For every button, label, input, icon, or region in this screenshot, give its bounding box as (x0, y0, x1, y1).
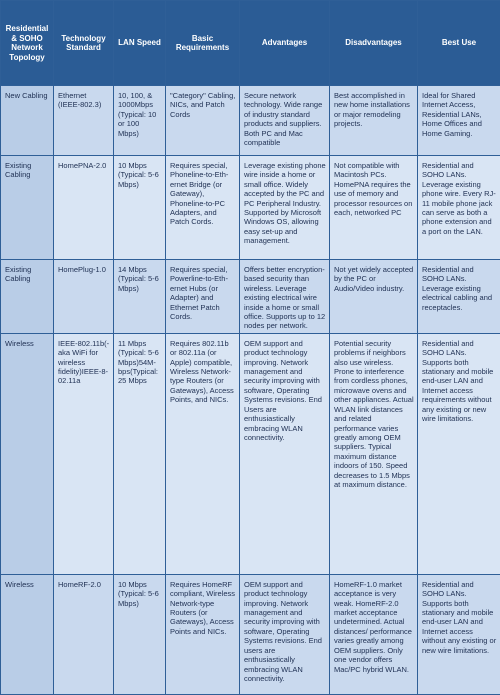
disadvantages-cell: Not compatible with Macintosh PCs. HomePNA requires the use of memory and processor resources on each, networked PC (330, 156, 417, 259)
topology-cell: Existing Cabling (1, 260, 53, 333)
header-best-use: Best Use (418, 1, 500, 85)
lan-speed-cell: 11 Mbps (Typical: 5-6 Mbps)54M-bps(Typical: 25 Mbps (114, 334, 165, 574)
advantages-cell: OEM support and product technology improving. Network management and security improving with software, Operating Systems revisions. End users are enthusiastically embracing WLAN connectivity. (240, 575, 329, 694)
best-use-cell: Ideal for Shared Internet Access, Residential LANs, Home Offices and Home Gaming. (418, 86, 500, 155)
table-row (1, 86, 500, 155)
header-advantages: Advantages (240, 1, 329, 85)
table-row (1, 575, 500, 694)
advantages-cell: Offers better encryption-based security than wireless. Leverage existing electrical wire inside a home or small office. Supports up to 12 nodes per network. (240, 260, 329, 333)
requirements-cell: Requires special, Phoneline-to-Eth-ernet Bridge (or Gateway), Phoneline-to-PC Adapters, and Patch Cords. (166, 156, 239, 259)
best-use-cell: Residential and SOHO LANs. Supports both stationary and mobile end-user LAN and Internet access requirements without any existing or new wire limitations. (418, 334, 500, 574)
header-lan-speed: LAN Speed (114, 1, 165, 85)
topology-cell: Existing Cabling (1, 156, 53, 259)
disadvantages-cell: Potential security problems if neighbors also use wireless. Prone to interference from cordless phones, microwave ovens and other appliances. Actual WLAN link distances and related performance varies greatly among OEM suppliers. Typical maximum distance indoors of 150. Speed decreases to 1.5 Mbps at maximum distance. (330, 334, 417, 574)
technology-cell: HomePNA-2.0 (54, 156, 113, 259)
header-row (1, 1, 500, 85)
table-row (1, 156, 500, 259)
technology-cell: HomePlug-1.0 (54, 260, 113, 333)
requirements-cell: Requires 802.11b or 802.11a (or Apple) compatible, Wireless Network-type Routers (or Gateways), Access Points, and NICs. (166, 334, 239, 574)
table-row (1, 334, 500, 574)
technology-cell: HomeRF-2.0 (54, 575, 113, 694)
topology-cell: New Cabling (1, 86, 53, 155)
header-topology: Residential & SOHO Network Topology (1, 1, 53, 85)
disadvantages-cell: Best accomplished in new home installations or major remodeling projects. (330, 86, 417, 155)
table-row (1, 260, 500, 333)
technology-cell: Ethernet (IEEE-802.3) (54, 86, 113, 155)
advantages-cell: Leverage existing phone wire inside a home or small office. Widely accepted by the PC and PC Peripheral Industry. Supported by Microsoft Windows OS, allowing easy set-up and management. (240, 156, 329, 259)
best-use-cell: Residential and SOHO LANs. Leverage existing electrical cabling and receptacles. (418, 260, 500, 333)
requirements-cell: Requires HomeRF compliant, Wireless Network-type Routers (or Gateways), Access Points and NICs. (166, 575, 239, 694)
topology-cell: Wireless (1, 575, 53, 694)
lan-speed-cell: 10 Mbps (Typical: 5-6 Mbps) (114, 156, 165, 259)
header-disadvantages: Disadvantages (330, 1, 417, 85)
requirements-cell: Requires special, Powerline-to-Eth-ernet Hubs (or Adapter) and Ethernet Patch Cords. (166, 260, 239, 333)
requirements-cell: "Category" Cabling, NICs, and Patch Cords (166, 86, 239, 155)
header-requirements: Basic Requirements (166, 1, 239, 85)
lan-speed-cell: 14 Mbps (Typical: 5-6 Mbps) (114, 260, 165, 333)
header-technology: Technology Standard (54, 1, 113, 85)
best-use-cell: Residential and SOHO LANs. Leverage existing phone wire. Every RJ-11 mobile phone jack can serve as both a phone extension and a port on the LAN. (418, 156, 500, 259)
technology-cell: IEEE-802.11b(-aka WiFi for wireless fidelity)IEEE-8-02.11a (54, 334, 113, 574)
advantages-cell: OEM support and product technology improving. Network management and security improving with software, Operating Systems revisions. End Users are enthusiastically embracing WLAN connectivity. (240, 334, 329, 574)
lan-speed-cell: 10 Mbps (Typical: 5-6 Mbps) (114, 575, 165, 694)
lan-speed-cell: 10, 100, & 1000Mbps (Typical: 10 or 100 Mbps) (114, 86, 165, 155)
topology-cell: Wireless (1, 334, 53, 574)
disadvantages-cell: Not yet widely accepted by the PC or Audio/Video industry. (330, 260, 417, 333)
disadvantages-cell: HomeRF-1.0 market acceptance is very weak. HomeRF-2.0 market acceptance undetermined. Actual distances/ performance varies greatly among OEM suppliers. Only one vendor offers Mac/PC hybrid WLAN. (330, 575, 417, 694)
advantages-cell: Secure network technology. Wide range of industry standard products and suppliers. Both PC and Mac compatible (240, 86, 329, 155)
best-use-cell: Residential and SOHO LANs. Supports both stationary and mobile end-user LAN and Internet access without any existing or new wire limitations. (418, 575, 500, 694)
